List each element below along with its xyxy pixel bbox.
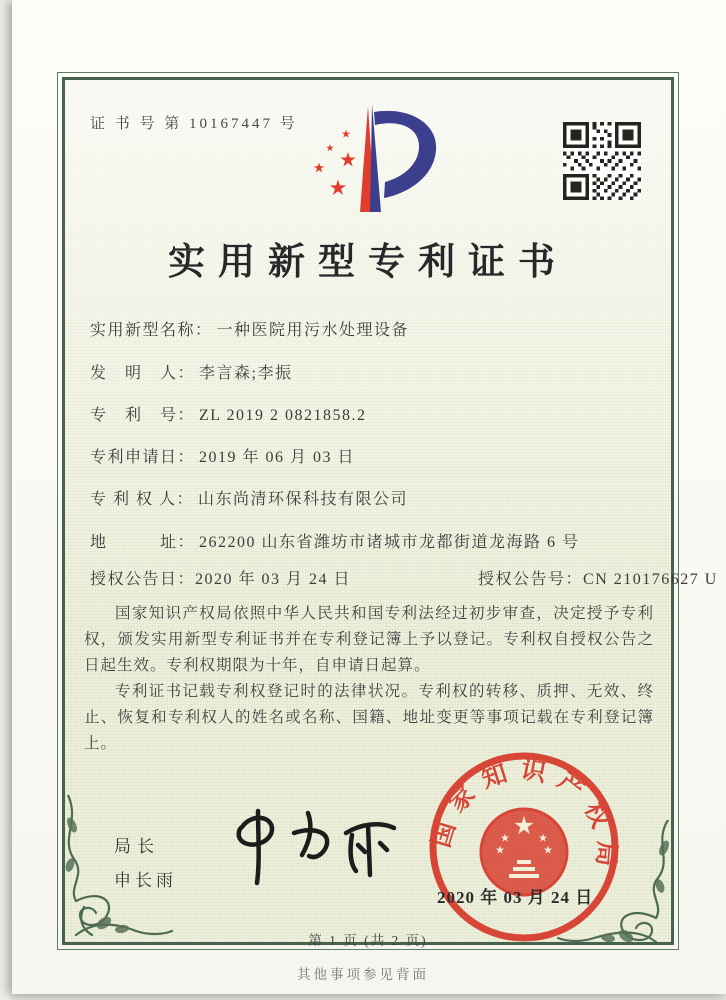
field-value: 李言森;李振 bbox=[199, 365, 293, 382]
director-title: 局长 bbox=[114, 837, 160, 856]
field-label: 专 利 号： bbox=[90, 407, 196, 424]
director-name: 申长雨 bbox=[114, 871, 177, 890]
field-value: 一种医院用污水处理设备 bbox=[216, 322, 410, 339]
field-label: 实用新型名称： bbox=[90, 322, 213, 339]
grant-date-value: 2020 年 03 月 24 日 bbox=[195, 571, 352, 588]
legal-text bbox=[84, 601, 654, 757]
field-value: ZL 2019 2 0821858.2 bbox=[199, 407, 367, 424]
seal-text: 国家知识产权局 bbox=[427, 756, 621, 879]
field-address bbox=[90, 529, 580, 552]
field-filing-date bbox=[90, 444, 355, 467]
certificate-title: 实用新型专利证书 bbox=[168, 242, 568, 283]
cnipa-logo-icon bbox=[288, 98, 453, 220]
field-value: 2019 年 06 月 03 日 bbox=[199, 449, 356, 466]
floral-ornament-bottom-left-icon bbox=[58, 795, 178, 945]
field-label: 地 址： bbox=[90, 534, 196, 551]
field-inventor bbox=[90, 360, 292, 383]
grant-date-label: 授权公告日： bbox=[90, 571, 196, 588]
field-utility-model-name bbox=[90, 317, 409, 340]
back-note: 其他事项参见背面 bbox=[297, 967, 429, 982]
field-grant-row bbox=[90, 566, 718, 589]
grant-number-label: 授权公告号： bbox=[478, 571, 584, 588]
field-value: 262200 山东省潍坊市诸城市龙都街道龙海路 6 号 bbox=[199, 534, 580, 551]
seal-date: 2020 年 03 月 24 日 bbox=[437, 888, 594, 907]
field-label: 专 利 权 人： bbox=[90, 491, 195, 508]
certificate-number: 证 书 号 第 10167447 号 bbox=[90, 116, 298, 132]
field-value: 山东尚清环保科技有限公司 bbox=[198, 491, 409, 508]
legal-paragraph-2: 专利证书记载专利权登记时的法律状况。专利权的转移、质押、无效、终止、恢复和专利权人的姓名或名称、国籍、地址变更等事项记载在专利登记簿上。 bbox=[84, 683, 654, 752]
field-label: 专利申请日： bbox=[90, 449, 196, 466]
grant-number-value: CN 210176627 U bbox=[583, 571, 718, 588]
field-patent-number bbox=[90, 402, 366, 425]
field-label: 发 明 人： bbox=[90, 365, 196, 382]
field-patentee bbox=[90, 486, 408, 509]
director-signature bbox=[212, 803, 412, 898]
legal-paragraph-1: 国家知识产权局依照中华人民共和国专利法经过初步审查，决定授予专利权，颁发实用新型专利证书并在专利登记簿上予以登记。专利权自授权公告之日起生效。专利权期限为十年，自申请日起算。 bbox=[84, 605, 654, 674]
qr-code bbox=[563, 122, 641, 200]
page-number: 第 1 页 (共 2 页) bbox=[308, 933, 428, 948]
